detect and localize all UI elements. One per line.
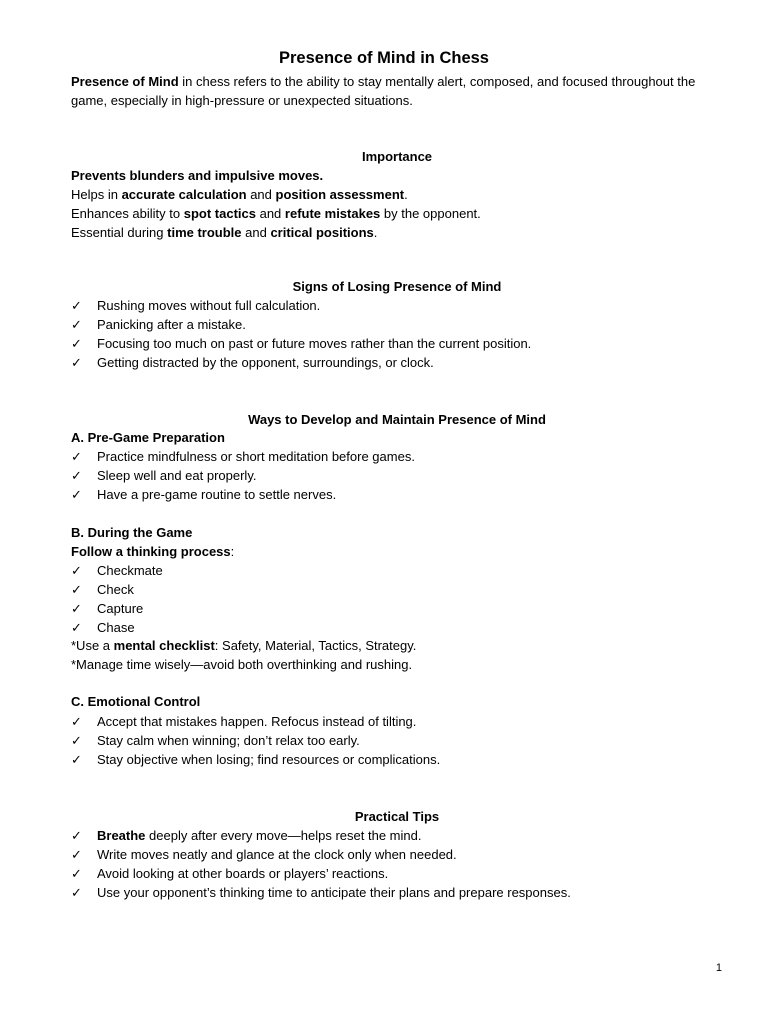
importance-line-4: Essential during time trouble and critical positions. [71, 225, 378, 240]
intro-term: Presence of Mind [71, 74, 179, 89]
checkmark-icon: ✓ [71, 468, 82, 483]
thinking-process-line: Follow a thinking process: [71, 544, 235, 559]
checkmark-icon: ✓ [71, 601, 82, 616]
during-game-heading: B. During the Game [71, 525, 193, 540]
practical-tips-heading: Practical Tips [354, 809, 440, 824]
checkmark-icon: ✓ [71, 885, 82, 900]
importance-heading: Importance [361, 149, 433, 164]
document-title: Presence of Mind in Chess [279, 49, 489, 67]
checkmark-icon: ✓ [71, 714, 82, 729]
document-page: Presence of Mind in Chess Presence of Mind in chess refers to the ability to stay mentally alert, composed, and focused throughout the game, especially in high-pressure or unexpected situations. Importance Prevents blunders and impulsive moves. Helps in accurate calculation and position assessment. Enhances ability to spot tactics and refute mistakes by the opponent. Essential during time trouble and critical positions. Signs of Losing Presence of Mind ✓ Rushing moves without full calculation. ✓ Panicking after a mistake. ✓ Focusing too much on past or future moves rather than the current position. ✓ Getting distracted by the opponent, surroundings, or clock. Ways to Develop and Maintain Presence of Mind A. Pre-Game Preparation ✓ Practice mindfulness or short meditation before games. ✓ Sleep well and eat properly. ✓ Have a pre-game routine to settle nerves. B. During the Game Follow a thinking process: ✓ Checkmate ✓ Check ✓ Capture ✓ Chase *Use a mental checklist: Safety, Material, Tactics, Strategy. *Manage time wisely—avoid both overthinking and rushing. C. Emotional Control ✓ Accept that mistakes happen. Refocus instead of tilting. ✓ Stay calm when winning; don’t relax too early. ✓ Stay objective when losing; find resources or complications. Practical Tips ✓ Breathe deeply after every move—helps reset the mind. ✓ Write moves neatly and glance at the clock only when needed. ✓ Avoid looking at other boards or players’ reactions. ✓ Use your opponent’s thinking time to anticipate their plans and prepare responses. 1 [0, 0, 768, 1024]
importance-line-2: Helps in accurate calculation and position assessment. [71, 187, 408, 202]
checkmark-icon: ✓ [71, 487, 82, 502]
importance-line-1: Prevents blunders and impulsive moves. [71, 168, 324, 183]
intro-paragraph [71, 72, 731, 110]
checkmark-icon: ✓ [71, 298, 82, 313]
checkmark-icon: ✓ [71, 828, 82, 843]
checkmark-icon: ✓ [71, 733, 82, 748]
checkmark-icon: ✓ [71, 317, 82, 332]
mental-checklist-note: *Use a mental checklist: Safety, Material, Tactics, Strategy. [71, 638, 417, 653]
checkmark-icon: ✓ [71, 752, 82, 767]
checkmark-icon: ✓ [71, 620, 82, 635]
checkmark-icon: ✓ [71, 336, 82, 351]
checkmark-icon: ✓ [71, 866, 82, 881]
checkmark-icon: ✓ [71, 563, 82, 578]
checkmark-icon: ✓ [71, 582, 82, 597]
checkmark-icon: ✓ [71, 355, 82, 370]
page-number: 1 [715, 962, 722, 974]
ways-heading: Ways to Develop and Maintain Presence of Mind [248, 412, 546, 427]
checkmark-icon: ✓ [71, 449, 82, 464]
time-management-note: *Manage time wisely—avoid both overthinking and rushing. [71, 657, 413, 672]
intro-definition: in chess refers to the ability to stay mentally alert, composed, and focused throughout the game, especially in high-pressure or unexpected situations. [71, 74, 696, 108]
pre-game-heading: A. Pre-Game Preparation [71, 430, 225, 445]
checkmark-icon: ✓ [71, 847, 82, 862]
emotional-control-heading: C. Emotional Control [71, 694, 201, 709]
importance-line-3: Enhances ability to spot tactics and refute mistakes by the opponent. [71, 206, 481, 221]
signs-heading: Signs of Losing Presence of Mind [292, 279, 502, 294]
